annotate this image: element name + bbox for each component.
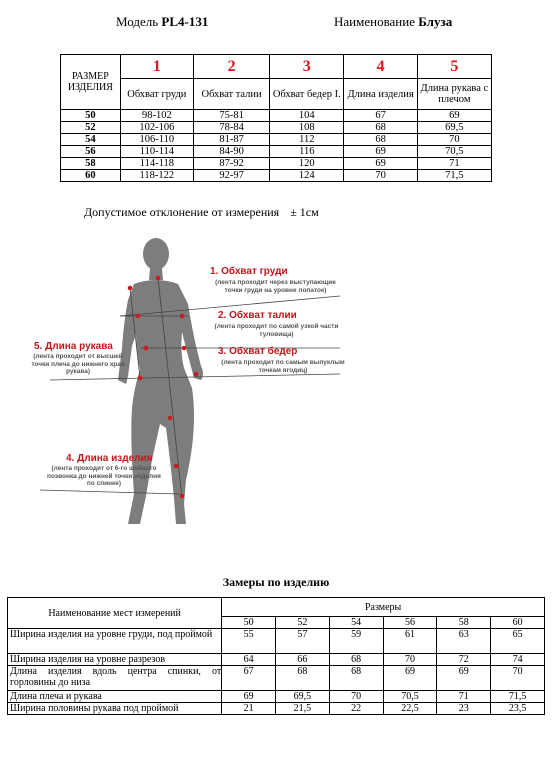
value-cell: 71,5 [491,691,545,703]
value-cell: 69 [383,666,437,691]
size-col: 50 [222,617,276,629]
value-cell: 70,5 [417,146,491,158]
value-cell: 71 [417,158,491,170]
value-cell: 70 [383,654,437,666]
column-number: 1 [120,55,193,79]
model-value: PL4-131 [161,14,209,29]
value-cell: 69,5 [275,691,329,703]
column-label: Длина рукава с плечом [417,79,491,110]
waist-label: 2. Обхват талии [218,310,297,321]
table-row [8,703,545,715]
value-cell: 55 [222,629,276,654]
product-name-line [334,14,452,30]
value-cell: 61 [383,629,437,654]
garment-table-title: Замеры по изделию [222,575,330,589]
chest-note: (лента проходит через выступающие точки груди на уровне лопаток) [215,279,336,294]
table-row [61,158,492,170]
size-cell: 50 [61,110,121,122]
value-cell: 71,5 [417,170,491,182]
size-col: 60 [491,617,545,629]
size-cell: 54 [61,134,121,146]
sizes-header: Размеры [222,598,545,617]
tolerance-note [84,205,319,220]
value-cell: 69 [437,666,491,691]
size-header: РАЗМЕР ИЗДЕЛИЯ [61,55,121,110]
table-row [8,691,545,703]
measurement-name: Ширина изделия на уровне груди, под проймой [8,629,222,654]
measurement-name: Ширина половины рукава под проймой [8,703,222,715]
measurement-name: Длина изделия вдоль центра спинки, от горловины до низа [8,666,222,691]
value-cell: 22 [329,703,383,715]
garment-measurements-table [7,597,545,715]
size-cell: 60 [61,170,121,182]
value-cell: 72 [437,654,491,666]
tolerance-value: ± 1см [290,205,319,219]
value-cell: 66 [275,654,329,666]
table-row [61,170,492,182]
value-cell: 22,5 [383,703,437,715]
value-cell: 104 [270,110,344,122]
value-cell: 120 [270,158,344,170]
length-note: (лента проходит от 6-го шейного позвонка до нижней точки изделия по спинке) [47,465,161,487]
size-col: 54 [329,617,383,629]
value-cell: 21 [222,703,276,715]
value-cell: 70 [491,666,545,691]
column-label: Обхват бедер I. [270,79,344,110]
column-label: Длина изделия [344,79,417,110]
value-cell: 59 [329,629,383,654]
model-line [116,14,208,30]
value-cell: 57 [275,629,329,654]
value-cell: 67 [344,110,417,122]
value-cell: 70 [417,134,491,146]
value-cell: 112 [270,134,344,146]
value-cell: 69,5 [417,122,491,134]
value-cell: 69 [222,691,276,703]
name-header: Наименование мест измерений [8,598,222,629]
table-row [8,654,545,666]
value-cell: 84-90 [193,146,269,158]
length-label: 4. Длина изделия [66,453,153,464]
value-cell: 124 [270,170,344,182]
value-cell: 70 [329,691,383,703]
table-row [61,122,492,134]
value-cell: 110-114 [120,146,193,158]
value-cell: 68 [344,134,417,146]
measurement-name: Длина плеча и рукава [8,691,222,703]
value-cell: 81-87 [193,134,269,146]
value-cell: 68 [329,666,383,691]
value-cell: 71 [437,691,491,703]
value-cell: 23 [437,703,491,715]
value-cell: 98-102 [120,110,193,122]
size-cell: 56 [61,146,121,158]
value-cell: 69 [417,110,491,122]
table-row [61,134,492,146]
value-cell: 68 [275,666,329,691]
hips-note: (лента проходит по самым выпуклым точкам ягодиц) [221,359,345,374]
measurement-name: Ширина изделия на уровне разрезов [8,654,222,666]
size-col: 56 [383,617,437,629]
size-cell: 58 [61,158,121,170]
chest-label: 1. Обхват груди [210,266,288,277]
value-cell: 23,5 [491,703,545,715]
column-number: 3 [270,55,344,79]
model-label: Модель [116,14,159,29]
value-cell: 21,5 [275,703,329,715]
value-cell: 87-92 [193,158,269,170]
table-row [61,146,492,158]
value-cell: 69 [344,146,417,158]
table-row [8,666,545,691]
column-number: 2 [193,55,269,79]
size-col: 52 [275,617,329,629]
size-col: 58 [437,617,491,629]
column-number: 5 [417,55,491,79]
value-cell: 116 [270,146,344,158]
value-cell: 102-106 [120,122,193,134]
value-cell: 75-81 [193,110,269,122]
value-cell: 68 [344,122,417,134]
table-row [61,110,492,122]
value-cell: 70,5 [383,691,437,703]
value-cell: 106-110 [120,134,193,146]
size-cell: 52 [61,122,121,134]
value-cell: 70 [344,170,417,182]
sleeve-label: 5. Длина рукава [34,341,113,352]
value-cell: 78-84 [193,122,269,134]
value-cell: 63 [437,629,491,654]
value-cell: 65 [491,629,545,654]
sleeve-note: (лента проходит от высшей точки плеча до нижнего края рукава) [31,353,125,375]
tolerance-text: Допустимое отклонение от измерения [84,205,280,219]
value-cell: 108 [270,122,344,134]
value-cell: 118-122 [120,170,193,182]
size-table [60,54,492,182]
table-row [8,629,545,654]
name-label: Наименование [334,14,415,29]
column-number: 4 [344,55,417,79]
column-label: Обхват талии [193,79,269,110]
value-cell: 69 [344,158,417,170]
name-value: Блуза [418,14,453,29]
value-cell: 114-118 [120,158,193,170]
value-cell: 74 [491,654,545,666]
hips-label: 3. Обхват бедер [218,346,298,357]
value-cell: 92-97 [193,170,269,182]
value-cell: 64 [222,654,276,666]
value-cell: 67 [222,666,276,691]
waist-note: (лента проходит по самой узкой части туловища) [214,323,339,338]
value-cell: 68 [329,654,383,666]
column-label: Обхват груди [120,79,193,110]
